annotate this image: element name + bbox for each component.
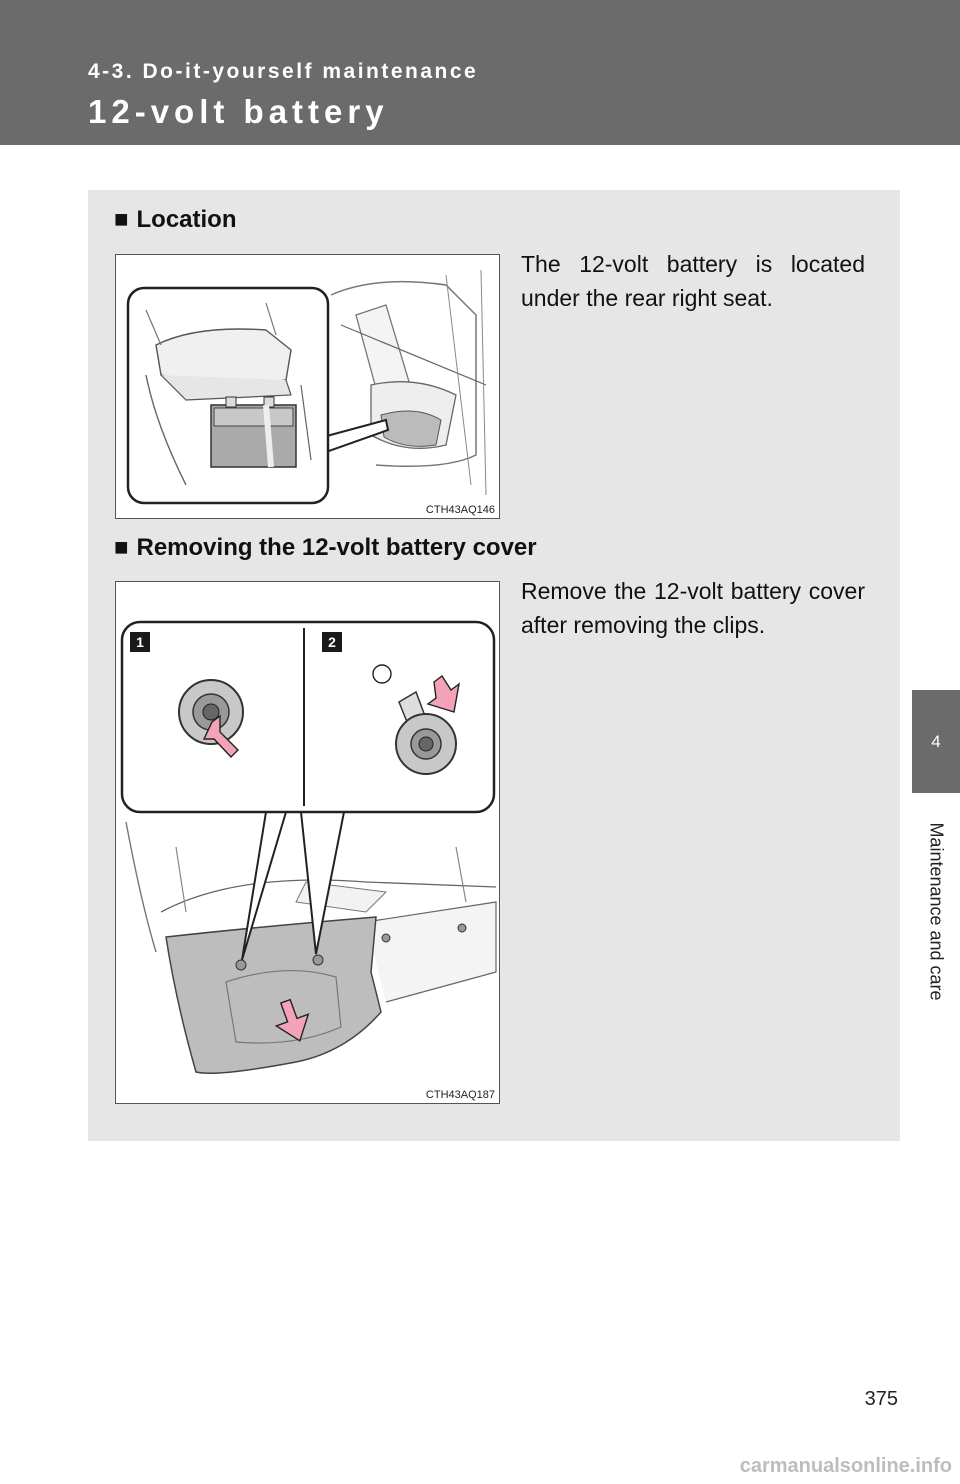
- section-heading-removing-cover: [114, 534, 537, 562]
- step-label-2: 2: [328, 634, 336, 650]
- section-heading-location: [114, 206, 237, 234]
- clip-removal-diagram-icon: [116, 582, 500, 1104]
- step-label-1: 1: [136, 634, 144, 650]
- removing-cover-description: Remove the 12-volt battery cover after removing the clips.: [521, 578, 865, 638]
- page-title: 12-volt battery: [88, 93, 389, 130]
- content-panel: [88, 190, 900, 1141]
- page-number: 375: [864, 1388, 898, 1410]
- chapter-title-text: Maintenance and care: [926, 822, 947, 1001]
- section-heading-text: Removing the 12-volt battery cover: [136, 534, 537, 561]
- section-heading-text: Location: [136, 206, 237, 233]
- cover-removal-illustration: [115, 581, 500, 1104]
- watermark: carmanualsonline.info: [739, 1455, 952, 1477]
- page-header: [0, 0, 960, 145]
- square-bullet-icon: ■: [114, 534, 129, 561]
- battery-location-illustration: [115, 254, 500, 519]
- chapter-tab: 4: [912, 690, 960, 793]
- figure-code: CTH43AQ146: [425, 504, 495, 516]
- car-interior-seat-battery-icon: [116, 255, 500, 519]
- square-bullet-icon: ■: [114, 206, 129, 233]
- subsection-label: 4-3. Do-it-yourself maintenance: [88, 60, 479, 83]
- figure-code: CTH43AQ187: [425, 1089, 495, 1101]
- location-description: The 12-volt battery is located under the rear right seat.: [521, 251, 865, 311]
